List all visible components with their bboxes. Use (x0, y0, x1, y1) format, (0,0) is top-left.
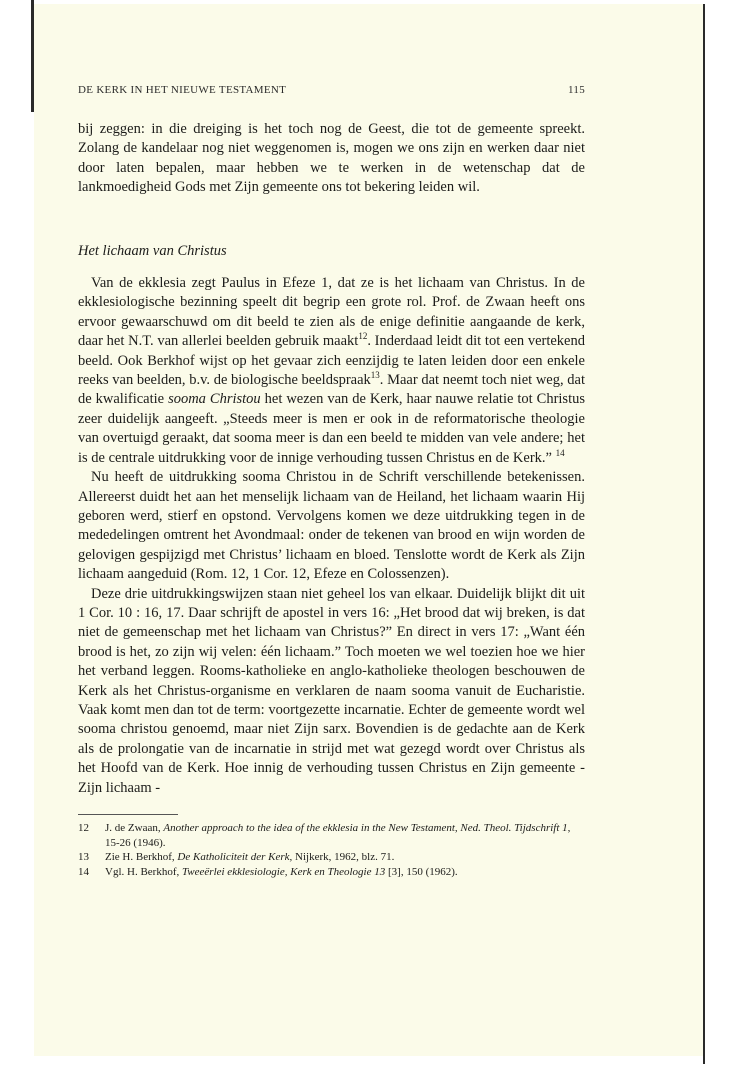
footnote-text (105, 865, 585, 880)
footnote-author: J. de Zwaan, (105, 822, 161, 834)
footnote-title: Another approach to the idea of the ekklesia in the New Testament, Ned. Theol. Tijdschrift 1, (163, 822, 571, 834)
footnote-details: [3], 150 (1962). (388, 865, 458, 878)
footnote-ref-12: 12 (358, 331, 368, 342)
footnote-divider (78, 814, 178, 815)
footnote-details: Nijkerk, 1962, blz. 71. (295, 851, 395, 863)
page-edge-left (31, 0, 34, 112)
footnotes (78, 821, 585, 879)
footnote-author: Zie H. Berkhof, (105, 851, 175, 863)
page-edge-right (703, 4, 705, 1064)
footnote (78, 821, 585, 850)
page-number: 115 (568, 84, 585, 96)
paragraph-1-text-d: het wezen van de Kerk, haar nauwe relatie tot Christus zeer duidelijk aangeeft. „Steeds meer is men er ook in de reformatorische theologie van overtuigd geraakt, dat sooma meer is dan een beeld te midden van vele andere; het is de centrale uitdrukking voor de innige verhouding tussen Christus en de Kerk.” (78, 391, 585, 466)
footnote-number: 13 (78, 851, 89, 863)
paragraph-1-text-b: . Inderdaad leidt dit tot een vertekend beeld. Ook Berkhof wijst op het gevaar zich eenzijdig te laten leiden door een enkele reeks van beelden, b.v. de biologische beeldspraak (78, 333, 585, 389)
footnote-number: 12 (78, 822, 89, 834)
footnote-title: Tweeërlei ekklesiologie, Kerk en Theologie 13 (182, 865, 386, 878)
footnote-details: 15-26 (1946). (105, 836, 166, 849)
footnote-ref-14: 14 (555, 447, 565, 458)
running-header (78, 84, 585, 104)
page-content (78, 84, 585, 879)
body-text (78, 120, 585, 798)
paragraph-1-text-a: Van de ekklesia zegt Paulus in Efeze 1, dat ze is het lichaam van Christus. In de ekklesiologische bezinning speelt dit begrip een grote rol. Prof. de Zwaan heeft ons ervoor gewaarschuwd om dit beeld te zien als de enige definitie aangaande de kerk, daar het N.T. van allerlei beelden gebruik maakt (78, 275, 585, 350)
footnote-text (105, 850, 585, 865)
paragraph-1 (78, 274, 585, 468)
paragraph-3: Deze drie uitdrukkingswijzen staan niet geheel los van elkaar. Duidelijk blijkt dit uit 1 Cor. 10 : 16, 17. Daar schrijft de apostel in vers 16: „Het brood dat wij breken, is dat niet de gemeenschap met het lichaam van Christus?” En direct in vers 17: „Want één brood is het, zo zijn wij velen: één lichaam.” Toch moeten we wel toezien hoe we hier het verband leggen. Rooms-katholieke en anglo-katholieke theologen beschouwen de Kerk als het Christus-organisme en verklaren de naam sooma vanuit de Eucharistie. Vaak komt men dan tot de term: voortgezette incarnatie. Echter de gemeente wordt wel sooma christou genoemd, maar niet Zijn sarx. Bovendien is de gedachte aan de Kerk als de prolongatie van de incarnatie in strijd met wat gezegd wordt over Christus als het Hoofd van de Kerk. Hoe innig de verhouding tussen Christus en Zijn gemeente - Zijn lichaam - (78, 585, 585, 796)
intro-paragraph: bij zeggen: in die dreiging is het toch nog de Geest, die tot de gemeente spreekt. Zolang de kandelaar nog niet weggenomen is, mogen we ons zijn en werken daar niet door laten bepalen, maar hebben we te werken in de wetenschap dat de lankmoedigheid Gods met Zijn gemeente ons tot bekering leiden wil. (78, 121, 585, 196)
paragraph-1-term: sooma Christou (168, 391, 261, 408)
paragraph-2: Nu heeft de uitdrukking sooma Christou in de Schrift verschillende betekenissen. Allereerst duidt het aan het menselijk lichaam van de Heiland, het lichaam waarin Hij geboren werd, stierf en opstond. Vervolgens komen we deze uitdrukking tegen in de mededelingen omtrent het Avondmaal: onder de tekenen van brood en wijn worden de gelovigen gespijzigd met Christus’ lichaam en bloed. Tenslotte wordt de Kerk als Zijn lichaam aangeduid (Rom. 12, 1 Cor. 12, Efeze en Colossenzen). (78, 469, 585, 583)
footnote-author: Vgl. H. Berkhof, (105, 865, 180, 878)
paragraph-1-text-c: . Maar dat neemt toch niet weg, dat de kwalificatie (78, 372, 585, 408)
footnote-text (105, 821, 585, 850)
section-heading: Het lichaam van Christus (78, 242, 227, 259)
footnote (78, 850, 585, 865)
footnote-number: 14 (78, 865, 89, 878)
running-title: DE KERK IN HET NIEUWE TESTAMENT (78, 84, 287, 96)
footnote-title: De Katholiciteit der Kerk, (177, 851, 293, 863)
footnote-ref-13: 13 (370, 370, 380, 381)
footnote (78, 865, 585, 880)
